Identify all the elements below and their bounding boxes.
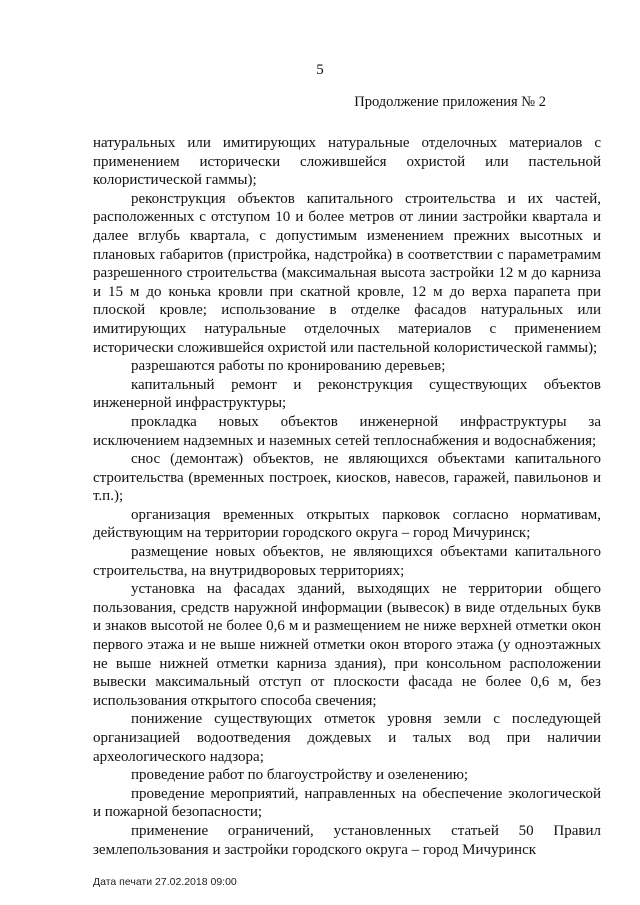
paragraph: снос (демонтаж) объектов, не являющихся объектами капитального строительства (временных построек, киосков, навесов, гаражей, павильонов и т.п.);: [93, 451, 601, 505]
appendix-continuation-header: Продолжение приложения № 2: [354, 94, 546, 110]
paragraph: применение ограничений, установленных статьей 50 Правил землепользования и застройки городского округа – город Мичуринск: [93, 822, 601, 858]
paragraph: реконструкция объектов капитального строительства и их частей, расположенных с отступом 10 и более метров от линии застройки квартала и далее вглубь квартала, с допустимым изменением прежних высотных и плановых габаритов (пристройка, надстройка) в соответствии с параметрамим разрешенного строительства (максимальная высота застройки 12 м до карниза и 15 м до конька кровли при скатной кровле, 12 м до верха парапета при плоской кровле; использование в отделке фасадов натуральных или имитирующих натуральные отделочных материалов с применением исторически сложившейся охристой или пастельной колористической гаммы);: [93, 190, 601, 356]
paragraph-continuation: натуральных или имитирующих натуральные отделочных материалов с применением исторически сложившейся охристой или пастельной колористической гаммы);: [93, 135, 601, 189]
paragraph: понижение существующих отметок уровня земли с последующей организацией водоотведения дождевых и талых вод при наличии археологического надзора;: [93, 711, 601, 765]
paragraph: капитальный ремонт и реконструкция существующих объектов инженерной инфраструктуры;: [93, 376, 601, 412]
page-number: 5: [316, 62, 324, 78]
paragraph: разрешаются работы по кронированию деревьев;: [131, 358, 446, 375]
paragraph: размещение новых объектов, не являющихся объектами капитального строительства, на внутридворовых территориях;: [93, 544, 601, 579]
document-body: [93, 134, 601, 859]
paragraph: установка на фасадах зданий, выходящих не территории общего пользования, средств наружной информации (вывесок) в виде отдельных букв и знаков высотой не более 0,6 м и размещением не ниже верхней отметки окон первого этажа и не выше нижней отметки окон второго этажа (у одноэтажных не выше нижней отметки карниза здания), при консольном расположении вывески максимальный отступ от плоскости фасада не более 0,6 м, без использования открытого способа свечения;: [93, 581, 601, 709]
paragraph: организация временных открытых парковок согласно нормативам, действующим на территории городского округа – город Мичуринск;: [93, 506, 601, 542]
paragraph: прокладка новых объектов инженерной инфраструктуры за исключением надземных и наземных сетей теплоснабжения и водоснабжения;: [93, 413, 601, 449]
paragraph: проведение мероприятий, направленных на обеспечение экологической и пожарной безопасности;: [93, 785, 601, 821]
paragraph: проведение работ по благоустройству и озеленению;: [131, 767, 469, 784]
print-date-footer: Дата печати 27.02.2018 09:00: [93, 876, 237, 888]
